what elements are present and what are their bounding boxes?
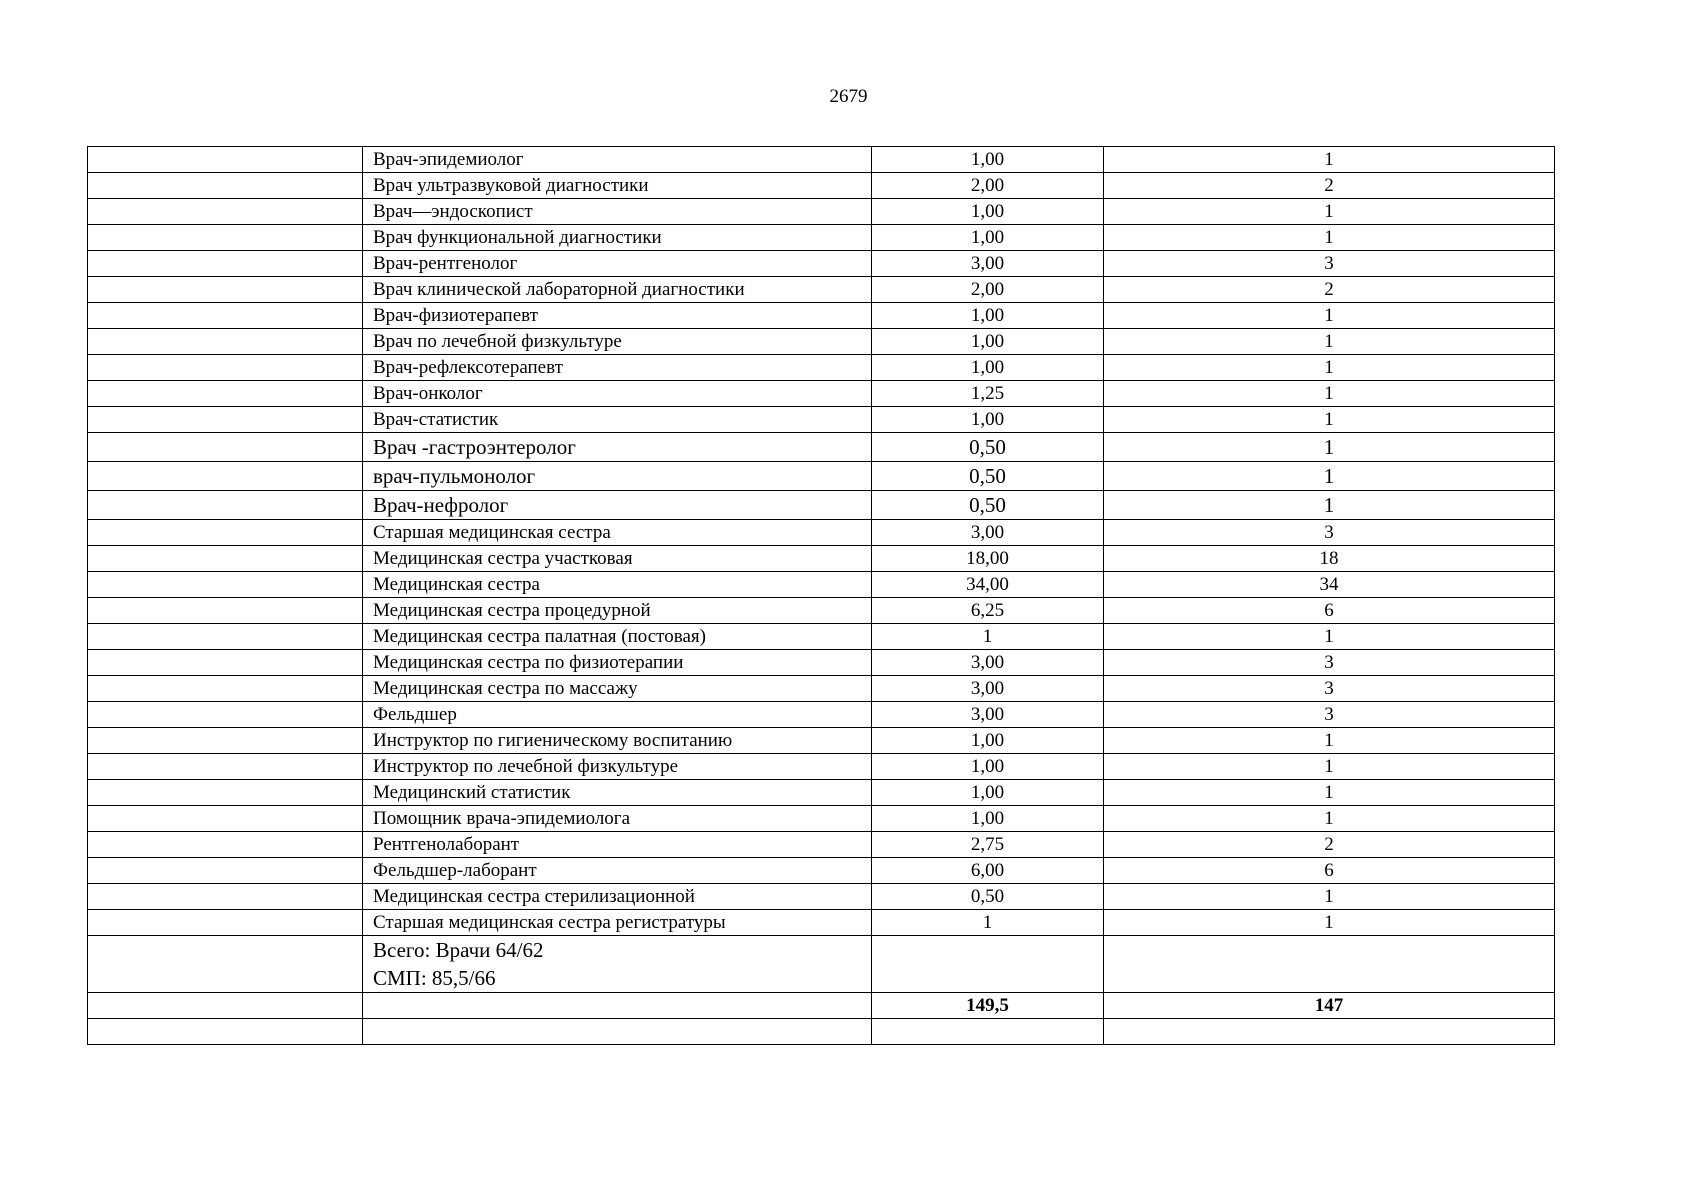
first-col-cell [88,858,363,884]
position-cell: Врач по лечебной физкультуре [363,329,872,355]
count-cell: 1 [1104,355,1555,381]
position-cell: Медицинская сестра участковая [363,546,872,572]
table-row [88,572,1555,598]
first-col-cell [88,225,363,251]
table-row [88,147,1555,173]
rate-cell: 1,00 [872,225,1104,251]
empty-cell [88,1019,363,1045]
position-cell: Врач-эпидемиолог [363,147,872,173]
first-col-cell [88,780,363,806]
first-col-cell [88,884,363,910]
rate-cell: 1,00 [872,728,1104,754]
table-row [88,702,1555,728]
first-col-cell [88,407,363,433]
rate-cell: 1,00 [872,355,1104,381]
position-cell: Старшая медицинская сестра регистратуры [363,910,872,936]
position-cell: Врач-статистик [363,407,872,433]
position-cell: Врач клинической лабораторной диагностики [363,277,872,303]
position-cell: Врач-нефролог [363,491,872,520]
summary-nurses: СМП: 85,5/66 [373,966,496,990]
table-row [88,858,1555,884]
rate-cell: 1 [872,910,1104,936]
first-col-cell [88,598,363,624]
count-cell: 1 [1104,728,1555,754]
table-row [88,277,1555,303]
table-row [88,303,1555,329]
first-col-cell [88,520,363,546]
first-col-cell [88,433,363,462]
first-col-cell [88,381,363,407]
position-cell: Медицинская сестра процедурной [363,598,872,624]
count-cell: 6 [1104,858,1555,884]
first-col-cell [88,676,363,702]
table-row [88,754,1555,780]
position-cell: Врач ультразвуковой диагностики [363,173,872,199]
count-cell: 6 [1104,598,1555,624]
count-cell: 2 [1104,832,1555,858]
first-col-cell [88,910,363,936]
rate-cell: 34,00 [872,572,1104,598]
rate-cell: 3,00 [872,702,1104,728]
first-col-cell [88,462,363,491]
table-row [88,381,1555,407]
position-cell: Инструктор по гигиеническому воспитанию [363,728,872,754]
table-row [88,225,1555,251]
count-cell: 1 [1104,624,1555,650]
first-col-cell [88,491,363,520]
position-cell: Врач-рефлексотерапевт [363,355,872,381]
rate-cell: 6,00 [872,858,1104,884]
position-cell: Медицинская сестра по массажу [363,676,872,702]
count-cell: 3 [1104,650,1555,676]
count-cell: 1 [1104,329,1555,355]
first-col-cell [88,147,363,173]
table-row [88,407,1555,433]
rate-cell: 1 [872,624,1104,650]
count-cell: 1 [1104,381,1555,407]
count-cell: 3 [1104,520,1555,546]
count-cell: 1 [1104,225,1555,251]
rate-cell: 3,00 [872,520,1104,546]
count-cell: 1 [1104,806,1555,832]
position-cell: Врач функциональной диагностики [363,225,872,251]
table-row [88,650,1555,676]
first-col-cell [88,546,363,572]
table-row [88,728,1555,754]
table-row [88,676,1555,702]
rate-cell: 0,50 [872,491,1104,520]
position-cell: Медицинский статистик [363,780,872,806]
count-cell: 1 [1104,147,1555,173]
empty-cell [363,1019,872,1045]
rate-cell: 1,00 [872,303,1104,329]
table-row [88,780,1555,806]
count-cell: 1 [1104,754,1555,780]
position-cell: Медицинская сестра [363,572,872,598]
rate-cell: 1,00 [872,147,1104,173]
summary-doctors: Всего: Врачи 64/62 [373,938,544,962]
first-col-cell [88,702,363,728]
summary-count-cell [1104,936,1555,993]
position-cell: Медицинская сестра палатная (постовая) [363,624,872,650]
position-cell: врач-пульмонолог [363,462,872,491]
count-cell: 3 [1104,702,1555,728]
count-cell: 1 [1104,780,1555,806]
table-row [88,199,1555,225]
first-col-cell [88,572,363,598]
first-col-cell [88,173,363,199]
rate-cell: 1,00 [872,199,1104,225]
count-cell: 34 [1104,572,1555,598]
position-cell: Инструктор по лечебной физкультуре [363,754,872,780]
count-cell: 2 [1104,173,1555,199]
rate-cell: 0,50 [872,884,1104,910]
first-col-cell [88,806,363,832]
position-cell: Рентгенолаборант [363,832,872,858]
rate-cell: 1,25 [872,381,1104,407]
rate-cell: 2,00 [872,173,1104,199]
first-col-cell [88,650,363,676]
table-row [88,433,1555,462]
count-cell: 2 [1104,277,1555,303]
table-row [88,251,1555,277]
rate-cell: 2,75 [872,832,1104,858]
staffing-table [87,146,1555,1045]
first-col-cell [88,303,363,329]
position-cell: Врач -гастроэнтеролог [363,433,872,462]
table-row [88,832,1555,858]
staffing-table-body [88,147,1555,1045]
empty-row [88,1019,1555,1045]
count-cell: 1 [1104,491,1555,520]
count-cell: 3 [1104,676,1555,702]
position-cell: Фельдшер-лаборант [363,858,872,884]
rate-cell: 1,00 [872,754,1104,780]
total-row [88,993,1555,1019]
rate-cell: 2,00 [872,277,1104,303]
rate-cell: 0,50 [872,462,1104,491]
position-cell: Врач—эндоскопист [363,199,872,225]
rate-cell: 6,25 [872,598,1104,624]
rate-cell: 1,00 [872,806,1104,832]
count-cell: 1 [1104,407,1555,433]
total-label-cell [363,993,872,1019]
rate-cell: 3,00 [872,650,1104,676]
total-count: 147 [1104,993,1555,1019]
table-row [88,329,1555,355]
table-row [88,598,1555,624]
table-row [88,173,1555,199]
position-cell: Старшая медицинская сестра [363,520,872,546]
count-cell: 1 [1104,199,1555,225]
rate-cell: 3,00 [872,251,1104,277]
first-col-cell [88,754,363,780]
table-row [88,624,1555,650]
count-cell: 1 [1104,884,1555,910]
table-row [88,910,1555,936]
summary-rate-cell [872,936,1104,993]
count-cell: 18 [1104,546,1555,572]
position-cell: Медицинская сестра стерилизационной [363,884,872,910]
rate-cell: 1,00 [872,329,1104,355]
empty-cell [872,1019,1104,1045]
page-number: 2679 [829,86,868,107]
empty-cell [1104,1019,1555,1045]
first-col-cell [88,329,363,355]
count-cell: 1 [1104,303,1555,329]
table-row [88,355,1555,381]
table-row [88,462,1555,491]
first-col-cell [88,251,363,277]
count-cell: 3 [1104,251,1555,277]
table-row [88,520,1555,546]
first-col-cell [88,728,363,754]
count-cell: 1 [1104,433,1555,462]
table-row [88,546,1555,572]
summary-text-cell [363,936,872,993]
table-row [88,884,1555,910]
summary-row [88,936,1555,993]
table-row [88,806,1555,832]
count-cell: 1 [1104,910,1555,936]
rate-cell: 3,00 [872,676,1104,702]
total-blank-cell [88,993,363,1019]
position-cell: Врач-рентгенолог [363,251,872,277]
first-col-cell [88,277,363,303]
first-col-cell [88,199,363,225]
first-col-cell [88,832,363,858]
first-col-cell [88,624,363,650]
rate-cell: 1,00 [872,407,1104,433]
position-cell: Фельдшер [363,702,872,728]
total-rate: 149,5 [872,993,1104,1019]
table-row [88,491,1555,520]
rate-cell: 1,00 [872,780,1104,806]
rate-cell: 18,00 [872,546,1104,572]
summary-blank-cell [88,936,363,993]
position-cell: Врач-онколог [363,381,872,407]
position-cell: Помощник врача-эпидемиолога [363,806,872,832]
rate-cell: 0,50 [872,433,1104,462]
count-cell: 1 [1104,462,1555,491]
position-cell: Медицинская сестра по физиотерапии [363,650,872,676]
first-col-cell [88,355,363,381]
position-cell: Врач-физиотерапевт [363,303,872,329]
